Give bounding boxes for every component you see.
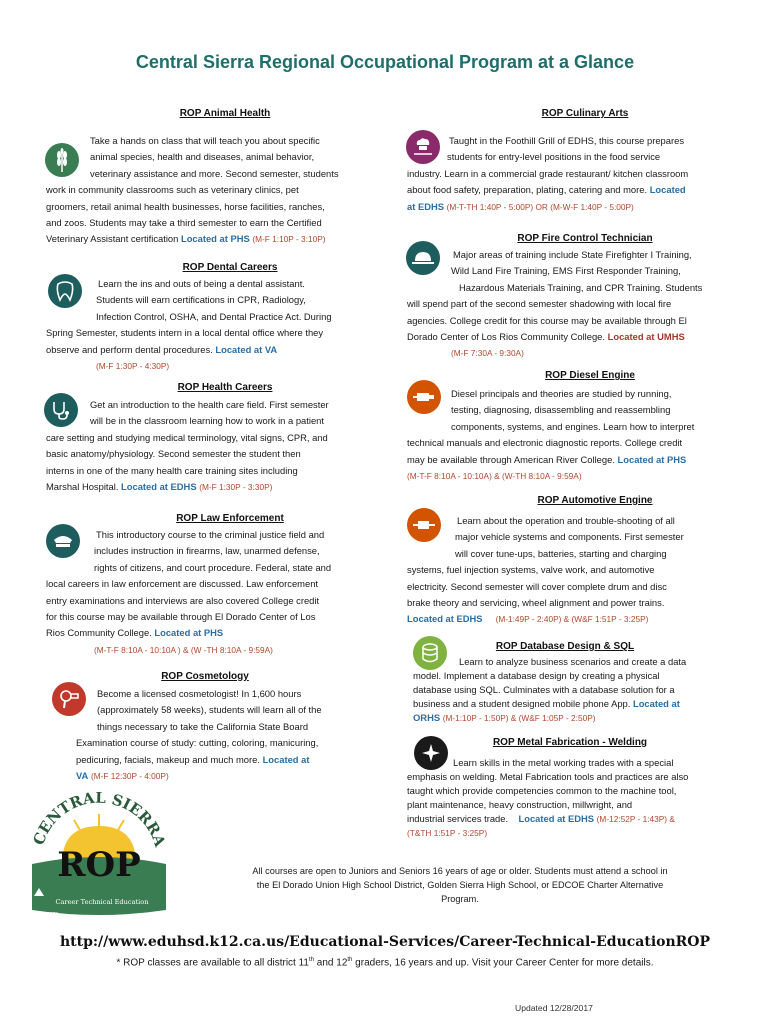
automotive-engine-text: Learn about the operation and trouble-shooting of all major vehicle systems and components. First semester will cover tune-ups, batteries, starting and charging systems, fuel injection systems, valve work, and automotive electricity. Second semester will cover complete drum and disc brake theory and servicing, wheel alignment and power trains. Located at EDHS (M-1:49P - 2:40P) & (W&F 1:51P - 3:25P) bbox=[407, 515, 684, 625]
health-careers-text: Get an introduction to the health care field. First semester will be in the classroom learning how to work in a patient care setting and studying medical terminology, vital signs, CPR, and basic anatomy/physiology. Second semester the student then interns in one of the many health care training sites including Marshal Hospital. Located at EDHS (M-F 1:30P - 3:30P) bbox=[46, 399, 329, 493]
footer-note: * ROP classes are available to all district 11th and 12th graders, 16 years and up. Visit your Career Center for more details. bbox=[116, 957, 654, 969]
logo-est-text: EST 1970 bbox=[38, 911, 58, 916]
law-enforcement-text: This introductory course to the criminal justice field and includes instruction in firearms, law, unarmed defense, rights of citizens, and court procedure. Federal, state and local careers in law enforcement are discussed. Law enforcement entry examinations and interviews are also covered College credit for this course may be available through El Dorado Center of Los Rios Community College. Located at PHS (M-T-F 8:10A - 10:10A ) & (W -TH 8:10A - 9:59A) bbox=[46, 529, 332, 655]
updated-date: Updated 12/28/2017 bbox=[515, 1003, 593, 1013]
heading-diesel-engine: ROP Diesel Engine bbox=[545, 370, 635, 381]
heading-metal-fabrication: ROP Metal Fabrication - Welding bbox=[492, 737, 648, 748]
heading-dental-careers: ROP Dental Careers bbox=[182, 262, 278, 273]
diesel-engine-text: Diesel principals and theories are studied by running, testing, diagnosing, disassembling and reassembling components, systems, and engines. Learn how to interpret technical manuals and electronic diagnostic reports. College credit may be available through American River College. Located at PHS (M-T-F 8:10A - 10:10A) & (W-TH 8:10A - 9:59A) bbox=[407, 388, 695, 482]
database-design-text: Learn to analyze business scenarios and create a data model. Implement a database design by creating a physical database using SQL. Culminates with a database solution for a business and a student designed mobile phone App. Located at ORHS (M-1:10P - 1:50P) & (W&F 1:05P - 2:50P) bbox=[413, 656, 687, 723]
culinary-arts-text: Taught in the Foothill Grill of EDHS, this course prepares students for entry-level positions in the food service industry. Learn in a commercial grade restaurant/ kitchen classroom about food safety, preparation, plating, catering and more. Located at EDHS (M-T-TH 1:40P - 5:00P) OR (M-W-F 1:40P - 5:00P) bbox=[407, 135, 689, 212]
dental-careers-text: Learn the ins and outs of being a dental assistant. Students will earn certifications in CPR, Radiology, Infection Control, OSHA, and Dental Practice Act. During Spring Semester, students intern in a local dental office where they observe and perform dental procedures. Located at VA (M-F 1:30P - 4:30P) bbox=[46, 278, 332, 372]
rop-logo bbox=[24, 792, 174, 922]
heading-law-enforcement: ROP Law Enforcement bbox=[176, 513, 284, 524]
heading-health-careers: ROP Health Careers bbox=[177, 382, 273, 393]
heading-animal-health: ROP Animal Health bbox=[179, 108, 271, 119]
heading-cosmetology: ROP Cosmetology bbox=[161, 671, 249, 682]
heading-database-design: ROP Database Design & SQL bbox=[495, 641, 635, 652]
website-link[interactable]: http://www.eduhsd.k12.ca.us/Educational-Services/Career-Technical-EducationROP bbox=[59, 934, 711, 950]
page-title: Central Sierra Regional Occupational Program at a Glance bbox=[135, 52, 635, 72]
heading-culinary-arts: ROP Culinary Arts bbox=[541, 108, 629, 119]
logo-arc-text: CENTRAL SIERRA bbox=[29, 792, 170, 849]
metal-fabrication-text: Learn skills in the metal working trades with a special emphasis on welding. Metal Fabrication tools and practices are also taught which provide competencies common to the machine tool, plant maintenance, heavy construction, millwright, and industrial services trade. Located at EDHS (M-12:52P - 1:43P) & (T&TH 1:51P - 3:25P) bbox=[407, 757, 689, 838]
cosmetology-text: Become a licensed cosmetologist! In 1,600 hours (approximately 58 weeks), students will learn all of the things necessary to take the California State Board Examination course of study: cutting, coloring, manicuring, pedicuring, facials, makeup and much more. Located at VA (M-F 12:30P - 4:00P) bbox=[76, 688, 322, 782]
animal-health-text: Take a hands on class that will teach you about specific animal species, health and diseases, animal behavior, veterinary assistance and more. Second semester, students work in community classrooms such as veterinary clinics, pet groomers, retail animal health businesses, horse facilities, ranches, and zoos. Students may take a third semester to earn the Certified Veterinary Assistant certification Located at PHS (M-F 1:10P - 3:10P) bbox=[46, 135, 339, 245]
logo-sub-text: Career Technical Education bbox=[55, 898, 149, 906]
fire-control-text: Major areas of training include State Firefighter I Training, Wild Land Fire Training, EMS First Responder Training, Hazardous Materials Training, and CPR Training. Students will spend part of the second semester shadowing with local fire agencies. College credit for this course may be available through El Dorado Center of Los Rios Community College. Located at UMHS (M-F 7:30A - 9:30A) bbox=[407, 249, 703, 359]
heading-fire-control: ROP Fire Control Technician bbox=[517, 233, 653, 244]
heading-automotive-engine: ROP Automotive Engine bbox=[537, 495, 653, 506]
footer-eligibility: All courses are open to Juniors and Seniors 16 years of age or older. Students must attend a school in the El Dorado Union High School District, Golden Sierra High School, or EDCOE Charter Alternative Program. bbox=[252, 866, 668, 904]
logo-main-text: ROP bbox=[57, 845, 141, 885]
